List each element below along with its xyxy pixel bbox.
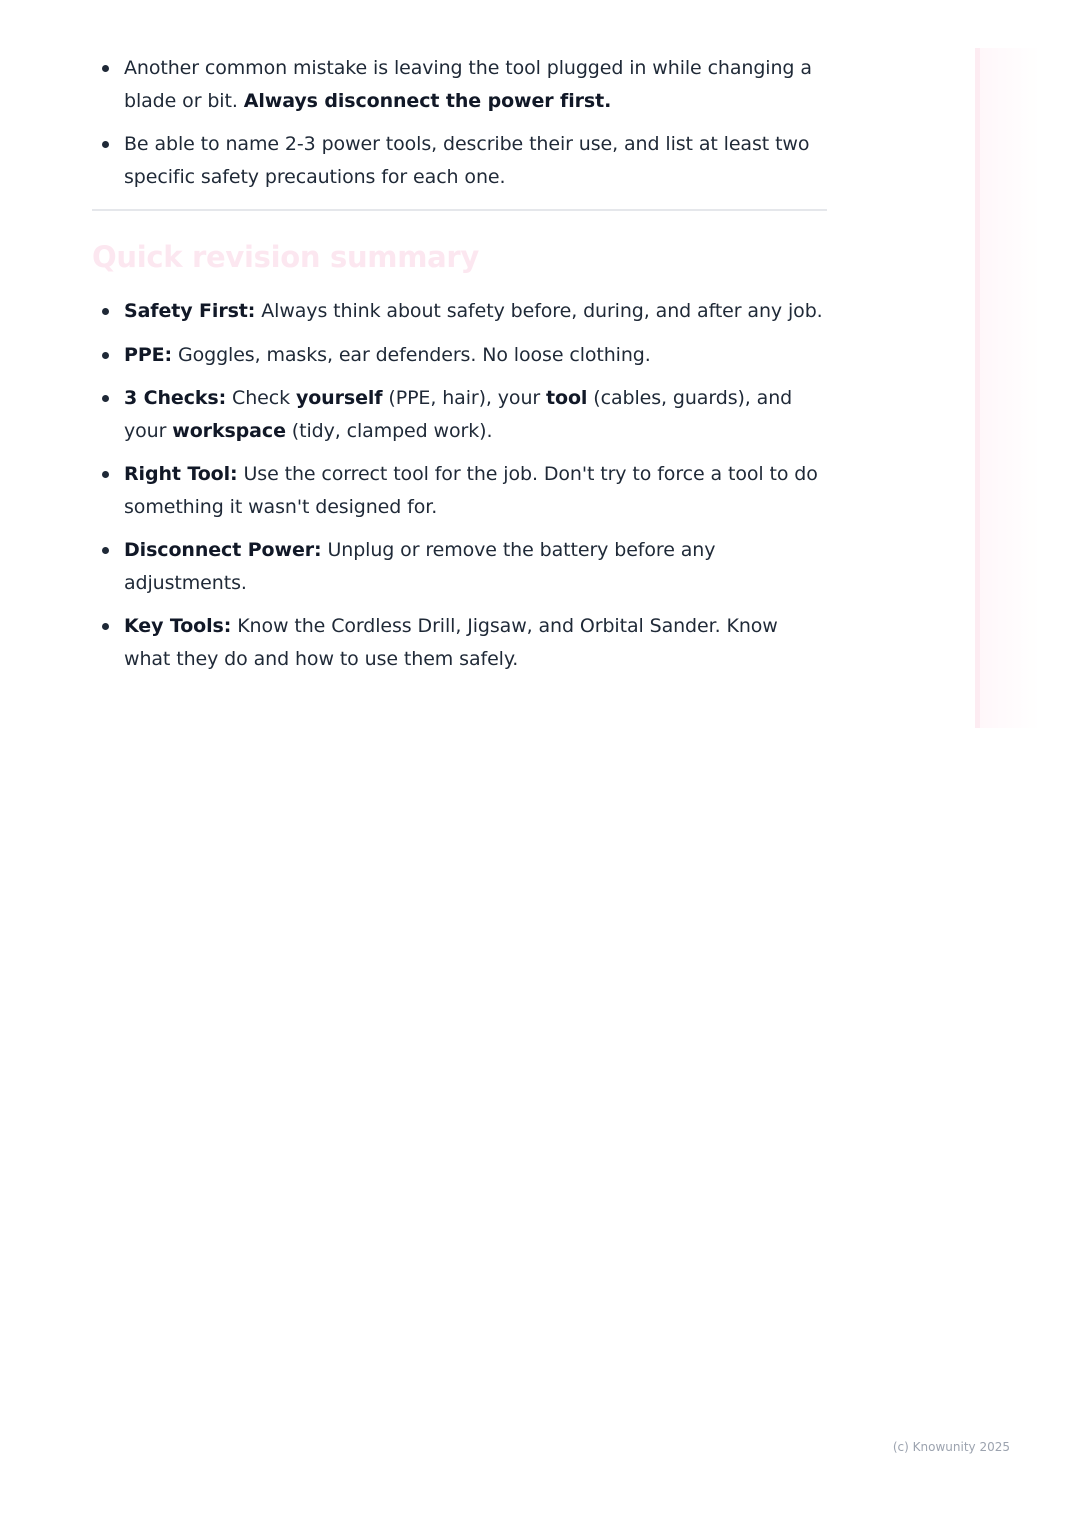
list-item	[92, 610, 827, 675]
document-content	[92, 52, 827, 686]
summary-bullet-list	[92, 295, 827, 675]
body-text: (cables, guards), and your	[124, 387, 793, 442]
bold-text: tool	[546, 387, 588, 409]
bold-text: workspace	[172, 419, 286, 442]
body-text: Another common mistake is leaving the tool plugged in while changing a blade or bit.	[124, 57, 812, 112]
body-text: (tidy, clamped work).	[285, 419, 493, 442]
list-item	[92, 534, 827, 599]
bold-text: 3 Checks:	[124, 387, 227, 409]
body-text: Goggles, masks, ear defenders. No loose clothing.	[172, 343, 651, 366]
bold-text: Always disconnect the power first.	[243, 89, 612, 112]
bold-text: PPE:	[124, 343, 173, 366]
list-item	[92, 128, 827, 193]
list-item	[92, 52, 827, 117]
bold-text: Disconnect Power:	[124, 539, 322, 561]
section-heading: Quick revision summary	[92, 240, 480, 274]
list-item	[92, 458, 827, 523]
bold-text: Safety First:	[124, 300, 256, 322]
bold-text: Key Tools:	[124, 615, 232, 637]
body-text: Unplug or remove the battery before any adjustments.	[124, 539, 716, 594]
body-text: (PPE, hair), your	[382, 387, 547, 409]
body-text: Check	[226, 387, 296, 409]
side-rail-fade	[980, 48, 1040, 728]
list-item	[92, 382, 827, 447]
list-item	[92, 339, 827, 372]
body-text: Know the Cordless Drill, Jigsaw, and Orbital Sander. Know what they do and how to use them safely.	[124, 615, 778, 670]
list-item	[92, 295, 827, 328]
section-divider	[92, 209, 827, 211]
footer-copyright: (c) Knowunity 2025	[892, 1440, 1010, 1454]
body-text: Always think about safety before, during, and after any job.	[255, 300, 823, 322]
body-text: Be able to name 2-3 power tools, describe their use, and list at least two specific safety precautions for each one.	[124, 133, 810, 188]
top-bullet-list	[92, 52, 827, 193]
body-text: Use the correct tool for the job. Don't try to force a tool to do something it wasn't designed for.	[124, 463, 818, 518]
bold-text: yourself	[295, 387, 383, 409]
bold-text: Right Tool:	[124, 463, 238, 485]
